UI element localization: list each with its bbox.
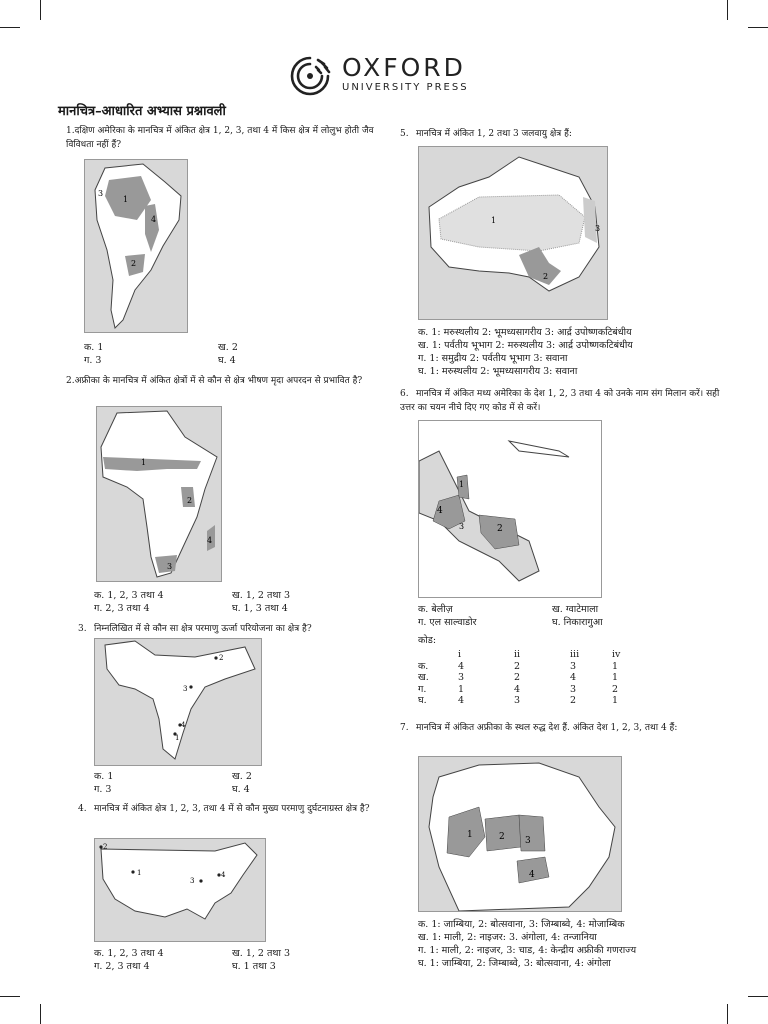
code-header: i	[458, 649, 462, 660]
code-row: ग. 1 4 3 2	[418, 683, 619, 695]
crop-mark	[727, 1004, 728, 1024]
option: ख. 2	[218, 342, 238, 353]
australia-map	[418, 146, 608, 320]
publisher-logo	[288, 54, 488, 100]
code-header: iii	[570, 649, 580, 660]
map-label: 3	[595, 224, 601, 233]
option: ग. एल साल्वाडोर	[418, 617, 477, 628]
africa-map	[96, 406, 222, 582]
code-row: ख. 3 2 4 1	[418, 672, 619, 683]
crop-mark	[748, 27, 768, 28]
question-text: निम्नलिखित में से कौन सा क्षेत्र परमाणु ऊर्जा परियोजना का क्षेत्र है?	[94, 624, 312, 634]
map-label: 1	[467, 830, 473, 840]
map-label: 4	[221, 871, 226, 879]
option: ख. 1: माली, 2: नाइजर: 3. अंगोला, 4: तन्जानिया	[418, 932, 597, 943]
shaded-region	[519, 815, 545, 851]
country-outline	[101, 843, 257, 919]
option: ग. 1: समुद्रीय 2: पर्वतीय भूभाग 3: सवाना	[418, 353, 568, 364]
option: ख. 1, 2 तथा 3	[232, 590, 290, 601]
question-text: मानचित्र में अंकित अफ्रीका के स्थल रुद्ध देश हैं. अंकित देश 1, 2, 3, तथा 4 हैं:	[416, 723, 678, 733]
question-7	[400, 721, 720, 735]
map-label: 3	[98, 189, 104, 198]
map-label: 4	[151, 215, 157, 224]
code-header-row	[418, 649, 620, 661]
option: घ. 4	[218, 355, 236, 366]
question-text: मानचित्र में अंकित 1, 2 तथा 3 जलवायु क्षेत्र हैं:	[416, 129, 572, 139]
question-5	[400, 127, 720, 141]
crop-mark	[40, 0, 41, 20]
option: घ. 1: जाम्बिया, 2: जिम्बाब्वे, 3: बोत्सवाना, 4: अंगोला	[418, 958, 611, 969]
code-header: ii	[514, 649, 521, 660]
crop-mark	[40, 1004, 41, 1024]
option: ख. ग्वाटेमाला	[552, 604, 599, 615]
question-text: मानचित्र में अंकित क्षेत्र 1, 2, 3, तथा 4 में से कौन मुख्य परमाणु दुर्घटनाग्रस्त क्षेत्र है?	[94, 804, 370, 814]
question-1	[66, 124, 386, 152]
option: घ. निकारागुआ	[552, 617, 603, 628]
question-3	[78, 622, 388, 636]
option: क. 1: जाम्बिया, 2: बोत्सवाना, 3: जिम्बाब्वे, 4: मोजाम्बिक	[418, 919, 625, 930]
india-map	[94, 638, 262, 766]
crop-mark	[0, 996, 20, 997]
map-label: 1	[491, 216, 497, 225]
option: क. 1	[94, 771, 114, 782]
page-title: मानचित्र–आधारित अभ्यास प्रश्नावली	[58, 104, 226, 119]
map-label: 4	[207, 536, 213, 545]
usa-map	[94, 838, 266, 942]
map-label: 4	[181, 721, 186, 729]
question-number: 5.	[400, 129, 409, 139]
map-label: 2	[499, 832, 505, 842]
question-text: मानचित्र में अंकित मध्य अमेरिका के देश 1, 2, 3 तथा 4 को उनके नाम संग मिलान करें। सही उत्तर का चयन नीचे दिए गए कोड में से करें।	[400, 389, 720, 413]
option: ग. 2, 3 तथा 4	[94, 961, 150, 972]
option: ख. 1: पर्वतीय भूभाग 2: मरुस्थलीय 3: आर्द्र उपोष्णकटिबंधीय	[418, 340, 633, 351]
crop-mark	[0, 27, 20, 28]
option: क. 1: मरुस्थलीय 2: भूमध्यसागरीय 3: आर्द्र उपोष्णकटिबंधीय	[418, 327, 632, 338]
question-number: 6.	[400, 389, 409, 399]
question-number: 7.	[400, 723, 409, 733]
country-outline	[105, 641, 255, 759]
map-label: 2	[103, 843, 108, 851]
map-label: 3	[190, 877, 195, 885]
question-number: 1.	[66, 126, 75, 136]
code-table	[418, 649, 620, 707]
hatched-region	[583, 197, 597, 243]
crop-mark	[748, 996, 768, 997]
question-text: अफ्रीका के मानचित्र में अंकित क्षेत्रों में से कौन से क्षेत्र भीषण मृदा अपरदन से प्रभावित है?	[74, 376, 363, 386]
question-2	[66, 374, 386, 388]
map-label: 2	[187, 496, 193, 505]
crop-mark	[727, 0, 728, 20]
option: घ. 1: मरुस्थलीय 2: भूमध्यसागरीय 3: सवाना	[418, 366, 578, 377]
south-america-map	[84, 159, 188, 333]
question-number: 4.	[78, 804, 87, 814]
code-row: घ. 4 3 2 1	[418, 695, 619, 706]
map-label: 2	[131, 259, 137, 268]
brand-subname: UNIVERSITY PRESS	[342, 82, 469, 93]
option: क. बेलीज़	[418, 604, 453, 615]
option: क. 1, 2, 3 तथा 4	[94, 948, 164, 959]
option: घ. 4	[232, 784, 250, 795]
option: ग. 3	[84, 355, 102, 366]
code-header: iv	[612, 649, 621, 660]
oxford-swirl-logo-icon	[288, 54, 332, 98]
map-label: 3	[459, 522, 465, 531]
map-label: 3	[167, 562, 173, 571]
code-row: क. 4 2 3 1	[418, 660, 619, 672]
option: घ. 1 तथा 3	[232, 961, 276, 972]
africa-landlocked-map	[418, 756, 622, 912]
map-label: 2	[497, 524, 503, 534]
map-label: 1	[175, 734, 180, 742]
map-label: 1	[137, 869, 142, 877]
map-label: 2	[543, 272, 549, 281]
code-label: कोड:	[418, 635, 437, 646]
option: क. 1, 2, 3 तथा 4	[94, 590, 164, 601]
map-label: 2	[219, 654, 224, 662]
map-label: 3	[525, 836, 531, 846]
map-label: 4	[437, 506, 443, 516]
map-label: 1	[123, 195, 129, 204]
question-number: 2.	[66, 376, 75, 386]
continent-outline	[101, 411, 217, 577]
question-4	[78, 802, 388, 816]
option: ग. 2, 3 तथा 4	[94, 603, 150, 614]
map-label: 1	[459, 480, 465, 489]
option: ग. 1: माली, 2: नाइजर, 3: चाड, 4: केन्द्रीय अफ्रीकी गणराज्य	[418, 945, 637, 956]
map-label: 3	[183, 685, 188, 693]
central-america-map	[418, 420, 602, 598]
map-label: 1	[141, 458, 147, 467]
brand-name: OXFORD	[342, 53, 466, 82]
option: ग. 3	[94, 784, 112, 795]
map-label: 4	[529, 870, 535, 880]
option: ख. 1, 2 तथा 3	[232, 948, 290, 959]
option: ख. 2	[232, 771, 252, 782]
option: क. 1	[84, 342, 104, 353]
question-text: दक्षिण अमेरिका के मानचित्र में अंकित क्षेत्र 1, 2, 3, तथा 4 में किस क्षेत्र में लोलुभ होती जैव विविधता नहीं हैं?	[66, 126, 374, 150]
question-6	[400, 387, 720, 415]
question-number: 3.	[78, 624, 87, 634]
option: घ. 1, 3 तथा 4	[232, 603, 288, 614]
